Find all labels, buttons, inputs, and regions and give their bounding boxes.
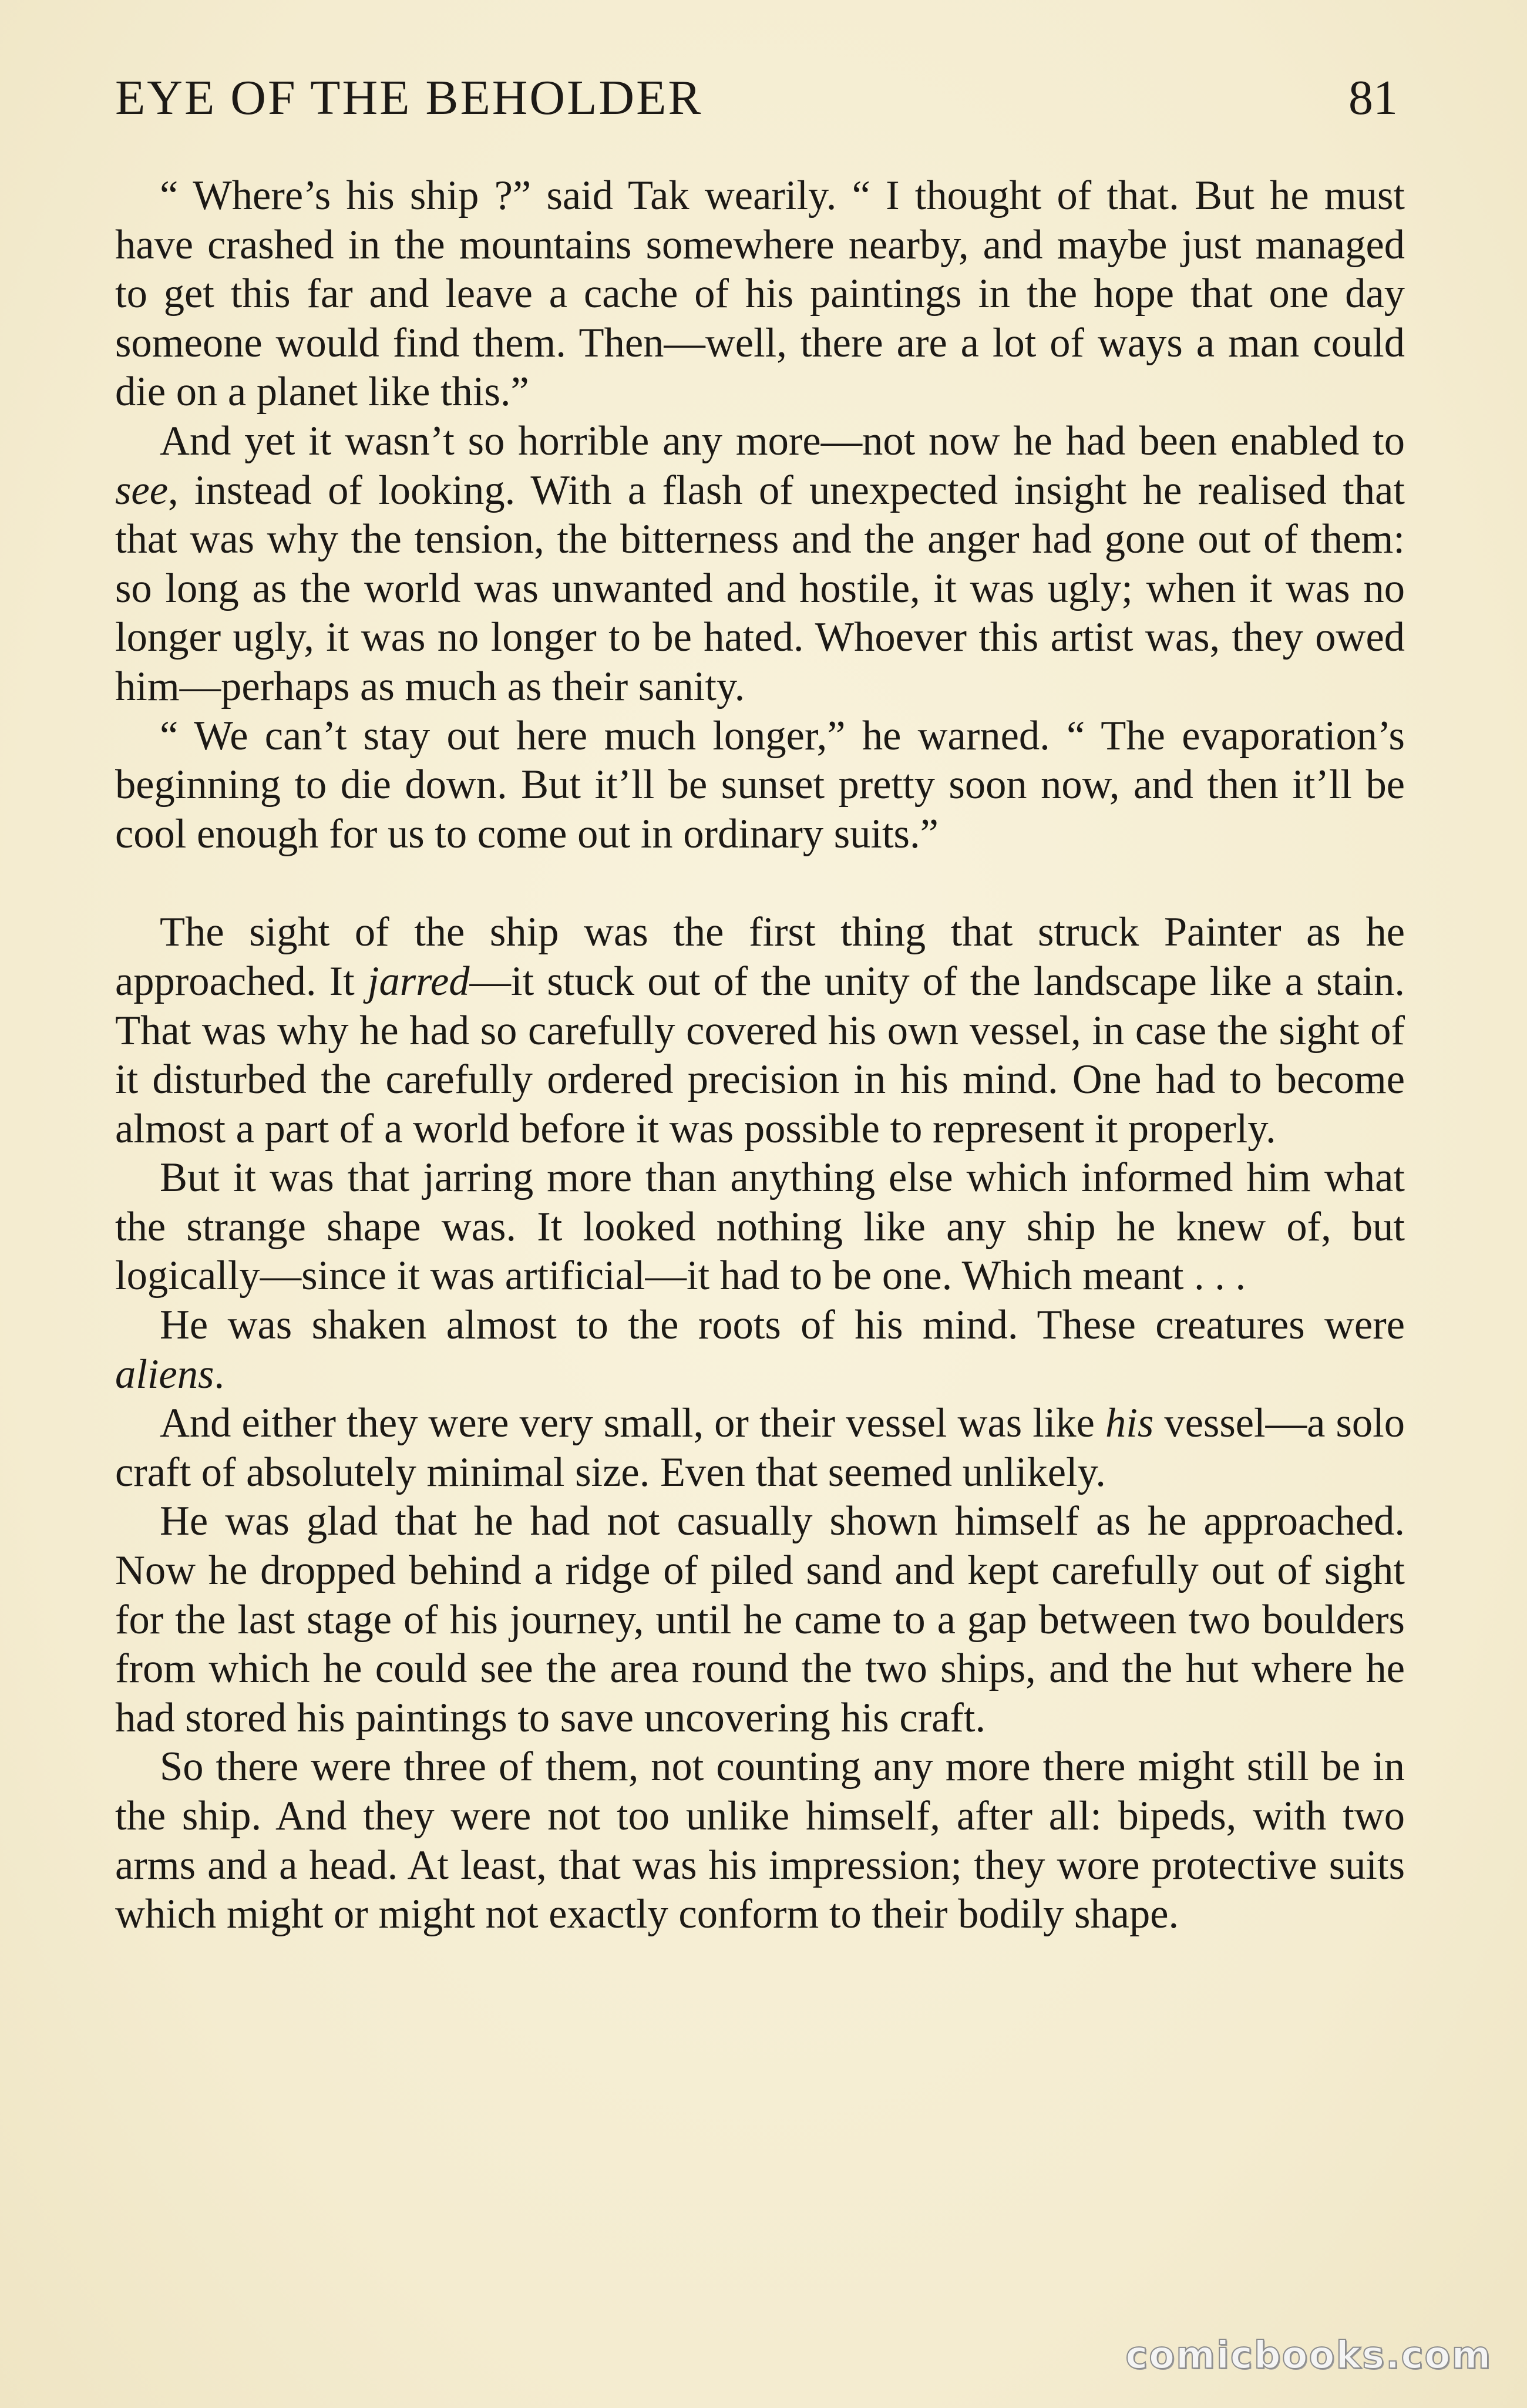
paragraph-text: He was glad that he had not casually shown himself as he approached. Now he dropped behind a ridge of piled sand and kept carefully out of sight for the last stage of his journey, until he came to a gap between two boulders from which he could see the area round the two ships, and the hut where he had stored his paintings to save uncovering his craft. <box>115 1498 1405 1741</box>
paragraph <box>115 1743 1405 1939</box>
paragraph-text: “ We can’t stay out here much longer,” he warned. “ The evaporation’s beginning to die down. But it’ll be sunset pretty soon now, and then it’ll be cool enough for us to come out in ordinary suits.” <box>115 712 1405 857</box>
paragraph <box>115 1153 1405 1301</box>
page-number: 81 <box>1348 70 1398 125</box>
paragraph <box>115 417 1405 712</box>
italic-text: see <box>115 467 169 513</box>
paragraph <box>115 1301 1405 1399</box>
paragraph <box>115 908 1405 1153</box>
paragraph-text: —it stuck out of the unity of the landscape like a stain. That was why he had so carefully covered his own vessel, in case the sight of it disturbed the carefully ordered precision in his mind. One had to become almost a part of a world before it was possible to represent it properly. <box>115 958 1405 1152</box>
paragraph-text: But it was that jarring more than anything else which informed him what the strange shape was. It looked nothing like any ship he knew of, but logically—since it was artificial—it had to be one. Which meant . . . <box>115 1155 1405 1299</box>
paragraph <box>115 171 1405 417</box>
italic-text: his <box>1105 1400 1154 1447</box>
paragraph <box>115 1399 1405 1497</box>
watermark-logo: comicbooks.com <box>1125 2334 1492 2377</box>
body-text <box>115 171 1405 1939</box>
paragraph <box>115 1497 1405 1743</box>
paragraph-text: , instead of looking. With a flash of unexpected insight he realised that that was why the tension, the bitterness and the anger had gone out of them: so long as the world was unwanted and hostile, it was ugly; when it was no longer ugly, it was no longer to be hated. Whoever this artist was, they owed him—perhaps as much as their sanity. <box>115 467 1405 709</box>
paragraph-text: He was shaken almost to the roots of his mind. These creatures were <box>160 1302 1405 1348</box>
italic-text: aliens <box>115 1351 214 1397</box>
paragraph-text: . <box>214 1351 225 1397</box>
running-head <box>115 66 1398 130</box>
paragraph-text: And yet it wasn’t so horrible any more—not now he had been enabled to <box>160 418 1405 464</box>
paragraph-text: And either they were very small, or their vessel was like <box>160 1400 1106 1447</box>
running-title: EYE OF THE BEHOLDER <box>115 70 703 125</box>
paragraph-text: “ Where’s his ship ?” said Tak wearily. “ I thought of that. But he must have crashed in the mountains somewhere nearby, and maybe just managed to get this far and leave a cache of his paintings in the hope that one day someone would find them. Then—well, there are a lot of ways a man could die on a planet like this.” <box>115 173 1405 415</box>
italic-text: jarred <box>367 958 470 1004</box>
paragraph-text: The sight of the ship was the first thing that struck Painter as he approached. It <box>115 909 1405 1004</box>
paragraph-text: So there were three of them, not counting any more there might still be in the ship. And they were not too unlike himself, after all: bipeds, with two arms and a head. At least, that was his impression; they wore protective suits which might or might not exactly conform to their bodily shape. <box>115 1744 1405 1938</box>
paragraph-text: vessel—a solo craft of absolutely minimal size. Even that seemed unlikely. <box>115 1400 1405 1495</box>
paragraph <box>115 712 1405 859</box>
